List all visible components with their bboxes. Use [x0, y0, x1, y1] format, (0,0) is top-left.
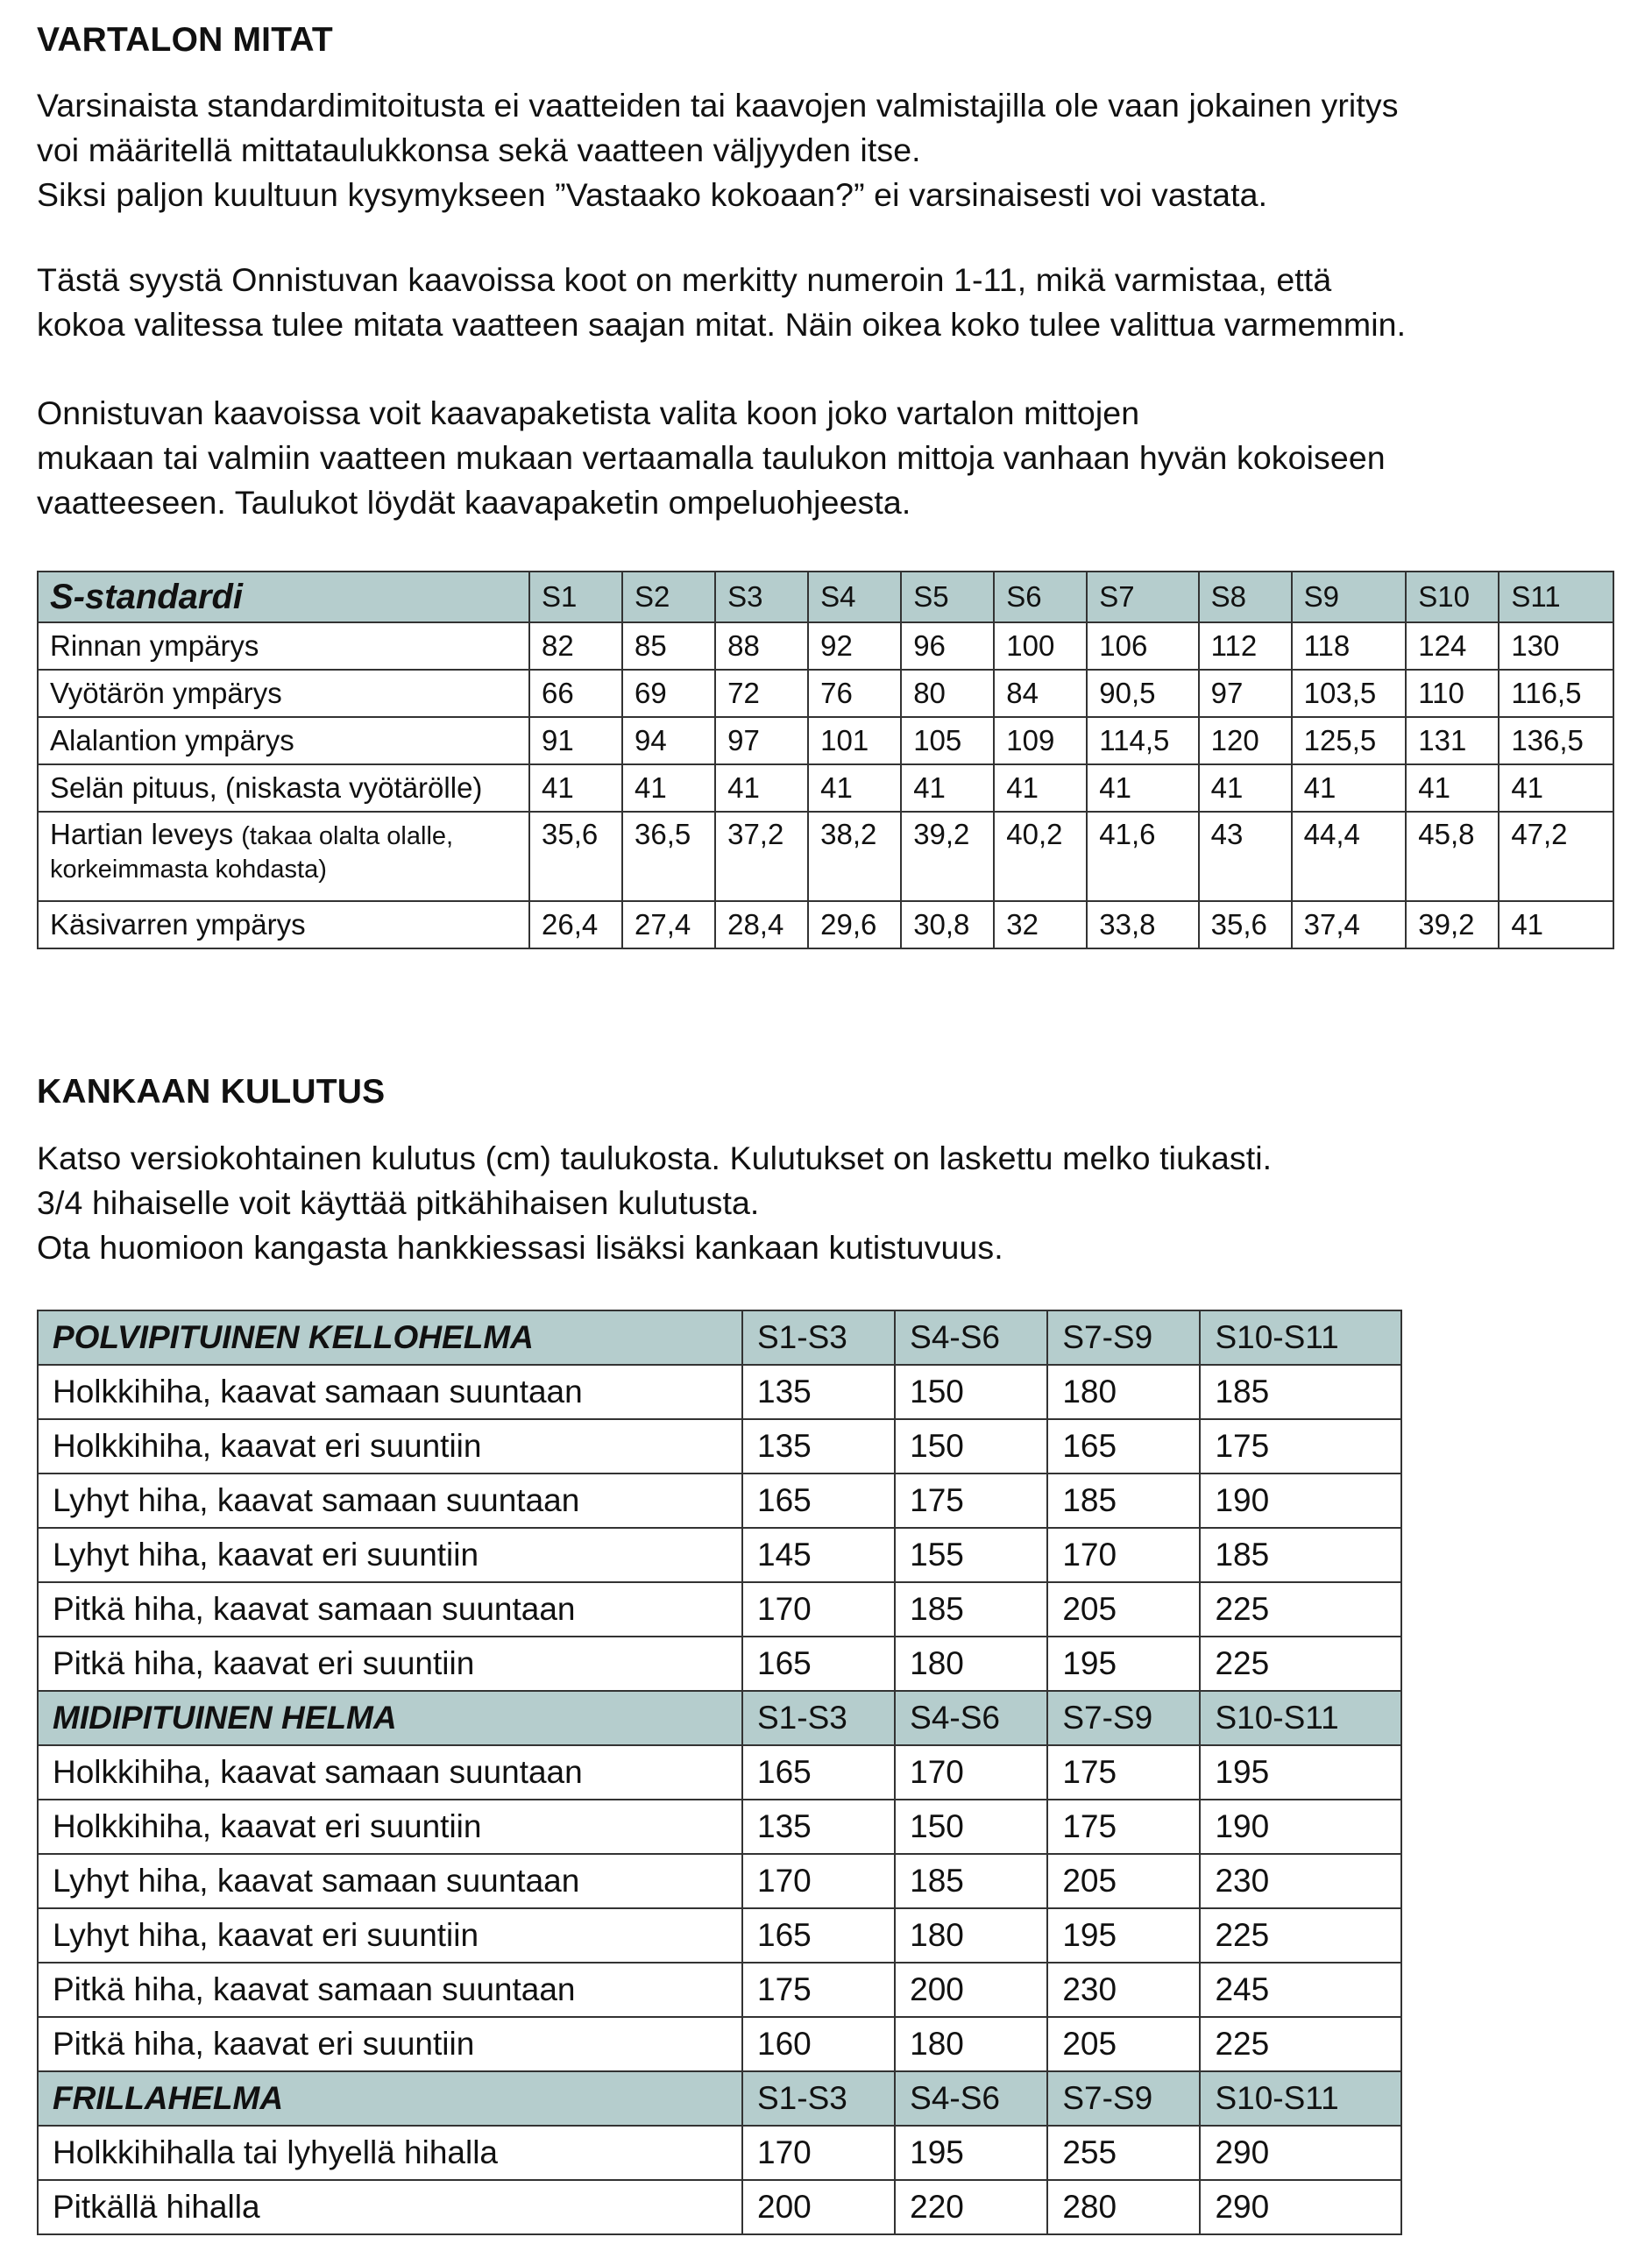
measurement-value: 36,5 — [622, 812, 715, 901]
size-column-header: S4 — [808, 572, 901, 622]
measurement-value: 118 — [1292, 622, 1407, 670]
table-row — [38, 1854, 1401, 1908]
fabric-amount-cm: 225 — [1200, 1908, 1401, 1963]
fabric-amount-cm: 230 — [1200, 1854, 1401, 1908]
measurement-value: 41 — [1499, 901, 1613, 948]
table-row — [38, 1474, 1401, 1528]
fabric-amount-cm: 135 — [742, 1419, 895, 1474]
fabric-amount-cm: 185 — [1047, 1474, 1200, 1528]
sleeve-option-label: Holkkihihalla tai lyhyellä hihalla — [38, 2126, 742, 2180]
measurement-name: Alalantion ympärys — [50, 724, 294, 756]
measurement-value: 120 — [1199, 717, 1292, 764]
measurement-value: 26,4 — [529, 901, 622, 948]
measurement-value: 41 — [715, 764, 808, 812]
size-table-header-row — [38, 572, 1613, 622]
measurement-value: 44,4 — [1292, 812, 1407, 901]
measurement-note: korkeimmasta kohdasta) — [50, 856, 327, 884]
size-column-header: S7 — [1087, 572, 1198, 622]
measurement-label — [38, 901, 529, 948]
fabric-amount-cm: 165 — [742, 1908, 895, 1963]
fabric-amount-cm: 165 — [742, 1474, 895, 1528]
measurement-value: 33,8 — [1087, 901, 1198, 948]
measurement-name: Hartian leveys — [50, 818, 234, 850]
fabric-amount-cm: 155 — [895, 1528, 1047, 1582]
size-column-header: S5 — [901, 572, 994, 622]
measurement-value: 41 — [901, 764, 994, 812]
measurement-value: 96 — [901, 622, 994, 670]
measurement-name: Vyötärön ympärys — [50, 677, 282, 709]
fabric-amount-cm: 170 — [742, 2126, 895, 2180]
size-column-header: S3 — [715, 572, 808, 622]
size-column-header: S6 — [994, 572, 1087, 622]
size-range-header: S7-S9 — [1047, 2071, 1200, 2126]
measurement-value: 41 — [1292, 764, 1407, 812]
fabric-amount-cm: 280 — [1047, 2180, 1200, 2234]
measurement-value: 41 — [1406, 764, 1499, 812]
fabric-amount-cm: 180 — [1047, 1365, 1200, 1419]
fabric-amount-cm: 225 — [1200, 1637, 1401, 1691]
fabric-amount-cm: 195 — [895, 2126, 1047, 2180]
table-row — [38, 1800, 1401, 1854]
measurement-note: (takaa olalta olalle, — [241, 822, 454, 850]
numbering-paragraph — [37, 258, 1406, 347]
measurement-value: 91 — [529, 717, 622, 764]
table-row — [38, 812, 1613, 901]
measurement-value: 41 — [1499, 764, 1613, 812]
table-row — [38, 1963, 1401, 2017]
fabric-section-header-row — [38, 2071, 1401, 2126]
section-title-fabric-consumption: KANKAAN KULUTUS — [37, 1073, 386, 1111]
fabric-amount-cm: 205 — [1047, 1582, 1200, 1637]
measurement-value: 125,5 — [1292, 717, 1407, 764]
table-row — [38, 764, 1613, 812]
measurement-value: 43 — [1199, 812, 1292, 901]
fabric-amount-cm: 220 — [895, 2180, 1047, 2234]
fabric-amount-cm: 150 — [895, 1419, 1047, 1474]
table-row — [38, 2180, 1401, 2234]
measurement-value: 41 — [529, 764, 622, 812]
measurement-value: 41 — [994, 764, 1087, 812]
sleeve-option-label: Pitkällä hihalla — [38, 2180, 742, 2234]
measurement-value: 110 — [1406, 670, 1499, 717]
table-row — [38, 717, 1613, 764]
size-range-header: S4-S6 — [895, 1310, 1047, 1365]
fabric-amount-cm: 290 — [1200, 2180, 1401, 2234]
fabric-amount-cm: 190 — [1200, 1800, 1401, 1854]
section-title-body-measurements: VARTALON MITAT — [37, 21, 333, 59]
size-column-header: S10 — [1406, 572, 1499, 622]
table-row — [38, 2126, 1401, 2180]
size-range-header: S4-S6 — [895, 2071, 1047, 2126]
size-range-header: S1-S3 — [742, 2071, 895, 2126]
measurement-value: 92 — [808, 622, 901, 670]
measurement-label — [38, 764, 529, 812]
measurement-value: 37,4 — [1292, 901, 1407, 948]
measurement-value: 80 — [901, 670, 994, 717]
measurement-value: 69 — [622, 670, 715, 717]
fabric-amount-cm: 135 — [742, 1365, 895, 1419]
size-range-header: S1-S3 — [742, 1310, 895, 1365]
measurement-label — [38, 812, 529, 901]
sleeve-option-label: Pitkä hiha, kaavat samaan suuntaan — [38, 1963, 742, 2017]
fabric-amount-cm: 165 — [1047, 1419, 1200, 1474]
table-row — [38, 901, 1613, 948]
size-range-header: S10-S11 — [1200, 1691, 1401, 1745]
fabric-section-header-row — [38, 1310, 1401, 1365]
size-column-header: S9 — [1292, 572, 1407, 622]
fabric-amount-cm: 200 — [742, 2180, 895, 2234]
sleeve-option-label: Holkkihiha, kaavat eri suuntiin — [38, 1419, 742, 1474]
measurement-value: 103,5 — [1292, 670, 1407, 717]
sleeve-option-label: Lyhyt hiha, kaavat samaan suuntaan — [38, 1474, 742, 1528]
sleeve-option-label: Holkkihiha, kaavat eri suuntiin — [38, 1800, 742, 1854]
fabric-amount-cm: 185 — [895, 1582, 1047, 1637]
fabric-amount-cm: 135 — [742, 1800, 895, 1854]
fabric-amount-cm: 230 — [1047, 1963, 1200, 2017]
measurement-value: 45,8 — [1406, 812, 1499, 901]
measurement-value: 35,6 — [529, 812, 622, 901]
measurement-value: 30,8 — [901, 901, 994, 948]
measurement-value: 101 — [808, 717, 901, 764]
measurement-value: 38,2 — [808, 812, 901, 901]
size-range-header: S10-S11 — [1200, 1310, 1401, 1365]
fabric-amount-cm: 185 — [1200, 1528, 1401, 1582]
fabric-amount-cm: 175 — [1047, 1745, 1200, 1800]
sleeve-option-label: Pitkä hiha, kaavat samaan suuntaan — [38, 1582, 742, 1637]
size-range-header: S10-S11 — [1200, 2071, 1401, 2126]
measurement-name: Rinnan ympärys — [50, 629, 259, 662]
fabric-amount-cm: 185 — [1200, 1365, 1401, 1419]
size-column-header: S11 — [1499, 572, 1613, 622]
fabric-amount-cm: 170 — [895, 1745, 1047, 1800]
measurement-value: 27,4 — [622, 901, 715, 948]
size-range-header: S7-S9 — [1047, 1310, 1200, 1365]
table-row — [38, 1908, 1401, 1963]
fabric-consumption-table — [37, 1310, 1402, 2235]
text-line: mukaan tai valmiin vaatteen mukaan vertaamalla taulukon mittoja vanhaan hyvän kokoiseen — [37, 439, 1386, 476]
fabric-amount-cm: 170 — [742, 1582, 895, 1637]
fabric-amount-cm: 225 — [1200, 1582, 1401, 1637]
measurement-value: 66 — [529, 670, 622, 717]
fabric-amount-cm: 150 — [895, 1800, 1047, 1854]
text-line: Ota huomioon kangasta hankkiessasi lisäksi kankaan kutistuvuus. — [37, 1229, 1003, 1266]
table-row — [38, 1637, 1401, 1691]
fabric-paragraph — [37, 1136, 1272, 1270]
measurement-value: 47,2 — [1499, 812, 1613, 901]
size-column-header: S8 — [1199, 572, 1292, 622]
table-row — [38, 622, 1613, 670]
measurement-value: 72 — [715, 670, 808, 717]
measurement-value: 112 — [1199, 622, 1292, 670]
measurement-value: 41 — [1087, 764, 1198, 812]
size-chart-table — [37, 571, 1614, 949]
measurement-value: 85 — [622, 622, 715, 670]
sleeve-option-label: Holkkihiha, kaavat samaan suuntaan — [38, 1365, 742, 1419]
measurement-value: 106 — [1087, 622, 1198, 670]
size-range-header: S4-S6 — [895, 1691, 1047, 1745]
measurement-name: Selän pituus, (niskasta vyötärölle) — [50, 771, 483, 804]
fabric-amount-cm: 165 — [742, 1637, 895, 1691]
sleeve-option-label: Holkkihiha, kaavat samaan suuntaan — [38, 1745, 742, 1800]
sleeve-option-label: Lyhyt hiha, kaavat eri suuntiin — [38, 1528, 742, 1582]
sleeve-option-label: Pitkä hiha, kaavat eri suuntiin — [38, 2017, 742, 2071]
fabric-amount-cm: 170 — [1047, 1528, 1200, 1582]
fabric-amount-cm: 255 — [1047, 2126, 1200, 2180]
measurement-value: 94 — [622, 717, 715, 764]
measurement-value: 97 — [715, 717, 808, 764]
measurement-value: 124 — [1406, 622, 1499, 670]
fabric-amount-cm: 175 — [1200, 1419, 1401, 1474]
measurement-name: Käsivarren ympärys — [50, 908, 306, 941]
measurement-value: 130 — [1499, 622, 1613, 670]
measurement-value: 84 — [994, 670, 1087, 717]
measurement-value: 29,6 — [808, 901, 901, 948]
text-line: Onnistuvan kaavoissa voit kaavapaketista valita koon joko vartalon mittojen — [37, 394, 1140, 431]
fabric-amount-cm: 200 — [895, 1963, 1047, 2017]
measurement-value: 131 — [1406, 717, 1499, 764]
text-line: voi määritellä mittataulukkonsa sekä vaatteen väljyyden itse. — [37, 131, 921, 168]
table-row — [38, 1528, 1401, 1582]
text-line: Katso versiokohtainen kulutus (cm) taulukosta. Kulutukset on laskettu melko tiukasti. — [37, 1140, 1273, 1176]
fabric-amount-cm: 245 — [1200, 1963, 1401, 2017]
fabric-amount-cm: 290 — [1200, 2126, 1401, 2180]
fabric-amount-cm: 180 — [895, 2017, 1047, 2071]
table-row — [38, 1419, 1401, 1474]
table-row — [38, 1365, 1401, 1419]
fabric-amount-cm: 145 — [742, 1528, 895, 1582]
measurement-value: 41 — [808, 764, 901, 812]
fabric-amount-cm: 225 — [1200, 2017, 1401, 2071]
size-column-header: S1 — [529, 572, 622, 622]
sleeve-option-label: Lyhyt hiha, kaavat eri suuntiin — [38, 1908, 742, 1963]
text-line: vaatteeseen. Taulukot löydät kaavapaketin ompeluohjeesta. — [37, 484, 911, 521]
measurement-value: 41,6 — [1087, 812, 1198, 901]
measurement-label — [38, 717, 529, 764]
skirt-type-title: MIDIPITUINEN HELMA — [38, 1691, 742, 1745]
measurement-value: 39,2 — [901, 812, 994, 901]
fabric-amount-cm: 180 — [895, 1908, 1047, 1963]
measurement-value: 37,2 — [715, 812, 808, 901]
measurement-value: 76 — [808, 670, 901, 717]
text-line: kokoa valitessa tulee mitata vaatteen saajan mitat. Näin oikea koko tulee valittua varmemmin. — [37, 306, 1407, 343]
fabric-amount-cm: 185 — [895, 1854, 1047, 1908]
fabric-section-header-row — [38, 1691, 1401, 1745]
table-row — [38, 1582, 1401, 1637]
standard-label: S-standardi — [38, 572, 529, 622]
text-line: 3/4 hihaiselle voit käyttää pitkähihaisen kulutusta. — [37, 1184, 760, 1221]
fabric-amount-cm: 195 — [1047, 1908, 1200, 1963]
measurement-value: 35,6 — [1199, 901, 1292, 948]
fabric-amount-cm: 175 — [742, 1963, 895, 2017]
fabric-amount-cm: 150 — [895, 1365, 1047, 1419]
fabric-amount-cm: 205 — [1047, 1854, 1200, 1908]
intro-paragraph — [37, 83, 1399, 217]
table-row — [38, 670, 1613, 717]
measurement-value: 114,5 — [1087, 717, 1198, 764]
size-column-header: S2 — [622, 572, 715, 622]
measurement-value: 105 — [901, 717, 994, 764]
measurement-value: 109 — [994, 717, 1087, 764]
fabric-amount-cm: 175 — [895, 1474, 1047, 1528]
measurement-label — [38, 622, 529, 670]
skirt-type-title: FRILLAHELMA — [38, 2071, 742, 2126]
measurement-label — [38, 670, 529, 717]
fabric-amount-cm: 205 — [1047, 2017, 1200, 2071]
measurement-value: 41 — [622, 764, 715, 812]
fabric-amount-cm: 165 — [742, 1745, 895, 1800]
measurement-value: 97 — [1199, 670, 1292, 717]
measurement-value: 39,2 — [1406, 901, 1499, 948]
measurement-value: 116,5 — [1499, 670, 1613, 717]
text-line: Tästä syystä Onnistuvan kaavoissa koot on merkitty numeroin 1-11, mikä varmistaa, että — [37, 261, 1332, 298]
fabric-amount-cm: 160 — [742, 2017, 895, 2071]
size-range-header: S1-S3 — [742, 1691, 895, 1745]
fabric-amount-cm: 195 — [1200, 1745, 1401, 1800]
measurement-value: 136,5 — [1499, 717, 1613, 764]
measurement-value: 32 — [994, 901, 1087, 948]
table-row — [38, 1745, 1401, 1800]
table-row — [38, 2017, 1401, 2071]
choose-size-paragraph — [37, 391, 1386, 525]
measurement-value: 41 — [1199, 764, 1292, 812]
fabric-amount-cm: 180 — [895, 1637, 1047, 1691]
measurement-value: 100 — [994, 622, 1087, 670]
measurement-value: 82 — [529, 622, 622, 670]
measurement-value: 88 — [715, 622, 808, 670]
measurement-value: 90,5 — [1087, 670, 1198, 717]
sleeve-option-label: Lyhyt hiha, kaavat samaan suuntaan — [38, 1854, 742, 1908]
fabric-amount-cm: 190 — [1200, 1474, 1401, 1528]
fabric-amount-cm: 195 — [1047, 1637, 1200, 1691]
measurement-value: 40,2 — [994, 812, 1087, 901]
text-line: Varsinaista standardimitoitusta ei vaatteiden tai kaavojen valmistajilla ole vaan jokainen yritys — [37, 87, 1399, 124]
sleeve-option-label: Pitkä hiha, kaavat eri suuntiin — [38, 1637, 742, 1691]
skirt-type-title: POLVIPITUINEN KELLOHELMA — [38, 1310, 742, 1365]
fabric-amount-cm: 170 — [742, 1854, 895, 1908]
measurement-value: 28,4 — [715, 901, 808, 948]
fabric-amount-cm: 175 — [1047, 1800, 1200, 1854]
text-line: Siksi paljon kuultuun kysymykseen ”Vastaako kokoaan?” ei varsinaisesti voi vastata. — [37, 176, 1268, 213]
size-range-header: S7-S9 — [1047, 1691, 1200, 1745]
